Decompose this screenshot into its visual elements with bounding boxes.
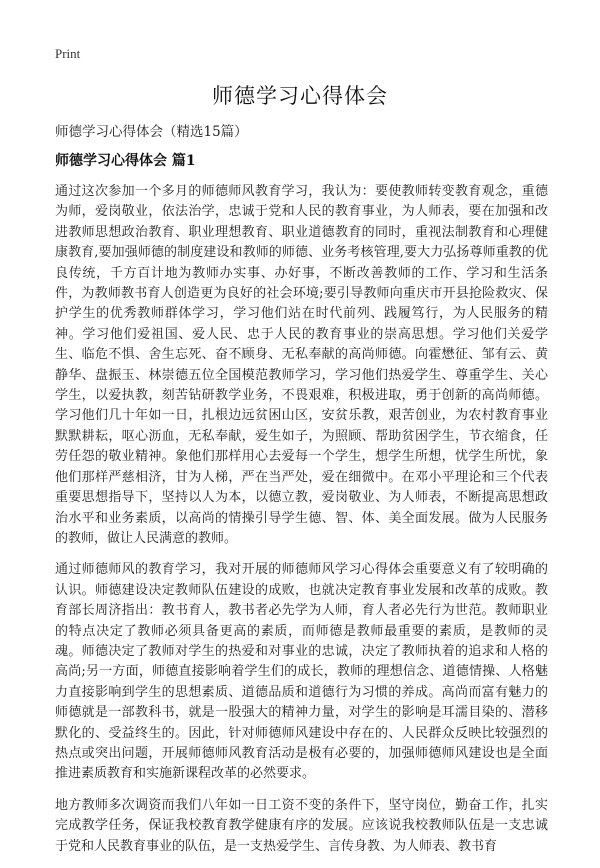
paragraph-2: 通过师德师风的教育学习，我对开展的师德师风学习心得体会重要意义有了较明确的认识。师德建设决定教师队伍建设的成败，也就决定教育事业发展和改革的成败。教育部长周济指出：教书育人，教书者必先学为人师，育人者必先行为世范。教师职业的特点决定了教师必须具备更高的素质，而师德是教师最重要的素质，是教师的灵魂。师德决定了教师对学生的热爱和对事业的忠诚，决定了教师执着的追求和人格的高尚;另一方面，师德直接影响着学生们的成长，教师的理想信念、道德情操、人格魅力直接影响到学生的思想素质、道德品质和道德行为习惯的养成。高尚而富有魅力的师德就是一部教科书，就是一股强大的精神力量，对学生的影响是耳濡目染的、潜移默化的、受益终生的。因此，针对师德师风建设中存在的、人民群众反映比较强烈的热点或突出问题，开展师德师风教育活动是极有必要的，加强师德师风建设也是全面推进素质教育和实施新课程改革的必然要求。 — [55, 562, 548, 782]
print-link[interactable]: Print — [55, 46, 81, 61]
article-body — [55, 182, 548, 868]
paragraph-3: 地方教师多次调资而我们八年如一日工资不变的条件下，坚守岗位，勤奋工作，扎实完成教学任务，保证我校教育教学健康有序的发展。应该说我校教师队伍是一支忠诚于党和人民教育事业的队伍，是一支热爱学生、言传身教、为人师表、教书育 — [55, 797, 548, 854]
document-subtitle: 师德学习心得体会（精选15篇） — [55, 124, 248, 140]
section-heading: 师德学习心得体会 篇1 — [55, 153, 196, 169]
paragraph-1: 通过这次参加一个多月的师德师风教育学习，我认为：要使教师转变教育观念，重德为师，爱岗敬业，依法治学，忠诚于党和人民的教育事业，为人师表，要在加强和改进教师思想政治教育、职业理想教育、职业道德教育的同时，重视法制教育和心理健康教育,要加强师德的制度建设和教师的师德、业务考核管理,要大力弘扬尊师重教的优良传统，千方百计地为教师办实事、办好事，不断改善教师的工作、学习和生活条件，为教师教书育人创造更为良好的社会环境;要引导教师向重庆市开县抢险救灾、保护学生的优秀教师群体学习，学习他们站在时代前列、践履笃行，为人民服务的精神。学习他们爱祖国、爱人民、忠于人民的教育事业的崇高思想。学习他们关爱学生、临危不惧、舍生忘死、奋不顾身、无私奉献的高尚师德。向霍懋征、邹有云、黄静华、盘振玉、林崇德五位全国模范教师学习，学习他们热爱学生、尊重学生、关心学生，以爱执教，刻苦钻研教学业务，不畏艰难，积极进取，勇于创新的高尚师德。学习他们几十年如一日，扎根边远贫困山区，安贫乐教，艰苦创业，为农村教育事业默默耕耘，呕心沥血，无私奉献，爱生如子，为照顾、帮助贫困学生，节衣缩食，任劳任怨的敬业精神。象他们那样用心去爱每一个学生，想学生所想，忧学生所忧，象他们那样严慈相济，甘为人梯，严在当严处，爱在细微中。在邓小平理论和三个代表重要思想指导下，坚持以人为本，以德立教，爱岗敬业、为人师表，不断提高思想政治水平和业务素质，以高尚的情操引导学生德、智、体、美全面发展。做为人民服务的教师，做让人民满意的教师。 — [55, 184, 548, 546]
page-title: 师德学习心得体会 — [212, 84, 388, 108]
